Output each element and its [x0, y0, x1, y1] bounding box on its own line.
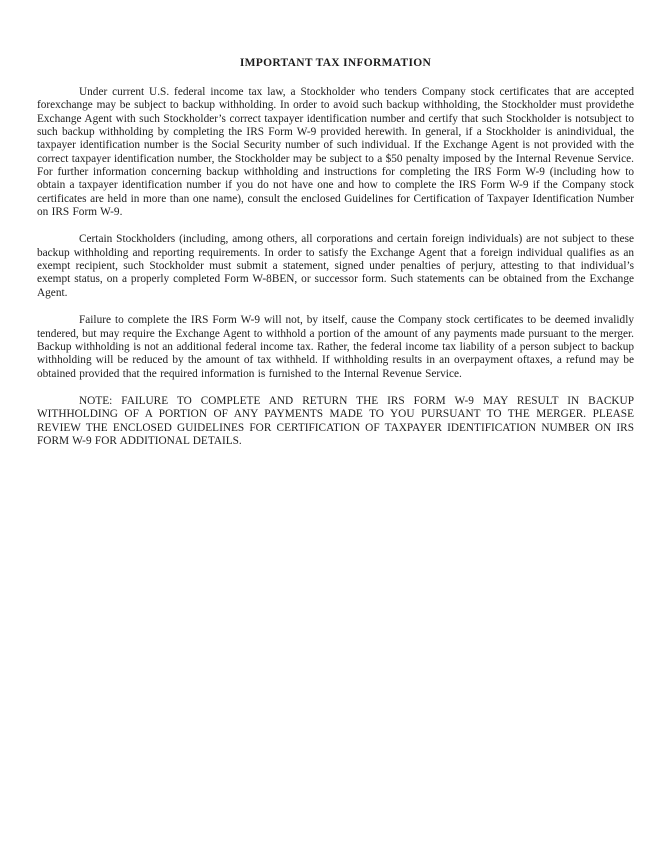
paragraph-exempt-stockholders: Certain Stockholders (including, among others, all corporations and certain foreign individuals) are not subject to these backup withholding and reporting requirements. In order to satisfy the Exchange Agent that a foreign individual qualifies as an exempt recipient, such Stockholder must submit a statement, signed under penalties of perjury, attesting to that individual’s exempt status, on a properly completed Form W-8BEN, or successor form. Such statements can be obtained from the Exchange Agent.: [37, 233, 634, 299]
paragraph-failure-to-complete: Failure to complete the IRS Form W-9 will not, by itself, cause the Company stock certificates to be deemed invalidly tendered, but may require the Exchange Agent to withhold a portion of the amount of any payments made pursuant to the merger. Backup withholding is not an additional federal income tax. Rather, the federal income tax liability of a person subject to backup withholding will be reduced by the amount of tax withheld. If withholding results in an overpayment oftaxes, a refund may be obtained provided that the required information is furnished to the Internal Revenue Service.: [37, 314, 634, 380]
document-title: IMPORTANT TAX INFORMATION: [239, 57, 432, 69]
paragraph-note-warning: NOTE: FAILURE TO COMPLETE AND RETURN THE IRS FORM W-9 MAY RESULT IN BACKUP WITHHOLDING OF A PORTION OF ANY PAYMENTS MADE TO YOU PURSUANT TO THE MERGER. PLEASE REVIEW THE ENCLOSED GUIDELINES FOR CERTIFICATION OF TAXPAYER IDENTIFICATION NUMBER ON IRS FORM W-9 FOR ADDITIONAL DETAILS.: [37, 394, 634, 447]
paragraph-backup-withholding-intro: Under current U.S. federal income tax law, a Stockholder who tenders Company stock certificates that are accepted forexchange may be subject to backup withholding. In order to avoid such backup withholding, the Stockholder must providethe Exchange Agent with such Stockholder’s correct taxpayer identification number and certify that such Stockholder is notsubject to such backup withholding by completing the IRS Form W-9 provided herewith. In general, if a Stockholder is anindividual, the taxpayer identification number is the Social Security number of such individual. If the Exchange Agent is not provided with the correct taxpayer identification number, the Stockholder may be subject to a $50 penalty imposed by the Internal Revenue Service. For further information concerning backup withholding and instructions for completing the IRS Form W-9 (including how to obtain a taxpayer identification number if you do not have one and how to complete the IRS Form W-9 if the Company stock certificates are held in more than one name), consult the enclosed Guidelines for Certification of Taxpayer Identification Number on IRS Form W-9.: [37, 86, 634, 219]
